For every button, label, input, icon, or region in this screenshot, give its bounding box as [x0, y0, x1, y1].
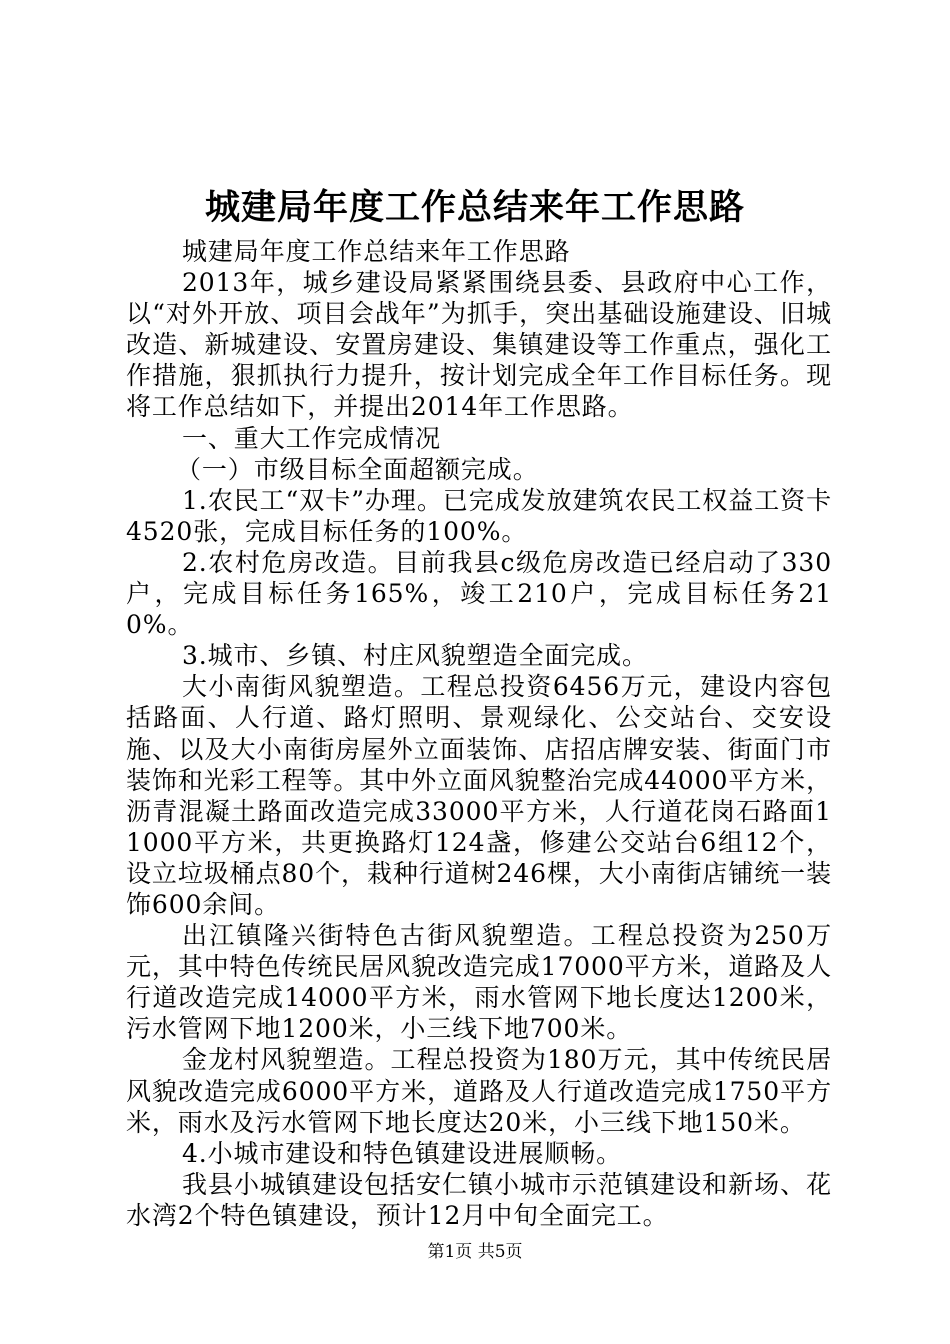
- paragraph-intro: 2013年，城乡建设局紧紧围绕县委、县政府中心工作，以“对外开放、项目会战年”为抓手，突出基础设施建设、旧城改造、新城建设、安置房建设、集镇建设等工作重点，强化工作措施，狠抓执行力提升，按计划完成全年工作目标任务。现将工作总结如下，并提出2014年工作思路。: [126, 268, 832, 422]
- paragraph-subtitle: 城建局年度工作总结来年工作思路: [182, 237, 571, 266]
- paragraph-item-1: 1.农民工“双卡”办理。已完成发放建筑农民工权益工资卡4520张，完成目标任务的100%。: [126, 485, 832, 546]
- paragraph-item-4: 4.小城市建设和特色镇建设进展顺畅。: [182, 1138, 623, 1168]
- subsection-heading: （一）市级目标全面超额完成。: [176, 454, 539, 484]
- paragraph-jinlong: 金龙村风貌塑造。工程总投资为180万元，其中传统民居风貌改造完成6000平方米，道路及人行道改造完成1750平方米，雨水及污水管网下地长度达20米，小三线下地150米。: [126, 1045, 832, 1137]
- paragraph-chujiang: 出江镇隆兴街特色古街风貌塑造。工程总投资为250万元，其中特色传统民居风貌改造完成17000平方米，道路及人行道改造完成14000平方米，雨水管网下地长度达1200米，污水管网下地1200米，小三线下地700米。: [126, 921, 832, 1044]
- document-title: 城建局年度工作总结来年工作思路: [204, 187, 745, 228]
- page-footer: 第1页 共5页: [427, 1242, 523, 1262]
- document-body: [126, 236, 832, 1231]
- paragraph-small-town: 我县小城镇建设包括安仁镇小城市示范镇建设和新场、花水湾2个特色镇建设，预计12月中旬全面完工。: [126, 1169, 832, 1230]
- paragraph-dananjie: 大小南街风貌塑造。工程总投资6456万元，建设内容包括路面、人行道、路灯照明、景观绿化、公交站台、交安设施、以及大小南街房屋外立面装饰、店招店牌安装、街面门市装饰和光彩工程等。其中外立面风貌整治完成44000平方米，沥青混凝土路面改造完成33000平方米，人行道花岗石路面11000平方米，共更换路灯124盏，修建公交站台6组12个，设立垃圾桶点80个，栽种行道树246棵，大小南街店铺统一装饰600余间。: [126, 672, 832, 919]
- section-heading: 一、重大工作完成情况: [182, 423, 442, 453]
- paragraph-item-2: 2.农村危房改造。目前我县c级危房改造已经启动了330户，完成目标任务165%，竣工210户，完成目标任务210%。: [126, 547, 832, 640]
- paragraph-item-3: 3.城市、乡镇、村庄风貌塑造全面完成。: [182, 641, 648, 671]
